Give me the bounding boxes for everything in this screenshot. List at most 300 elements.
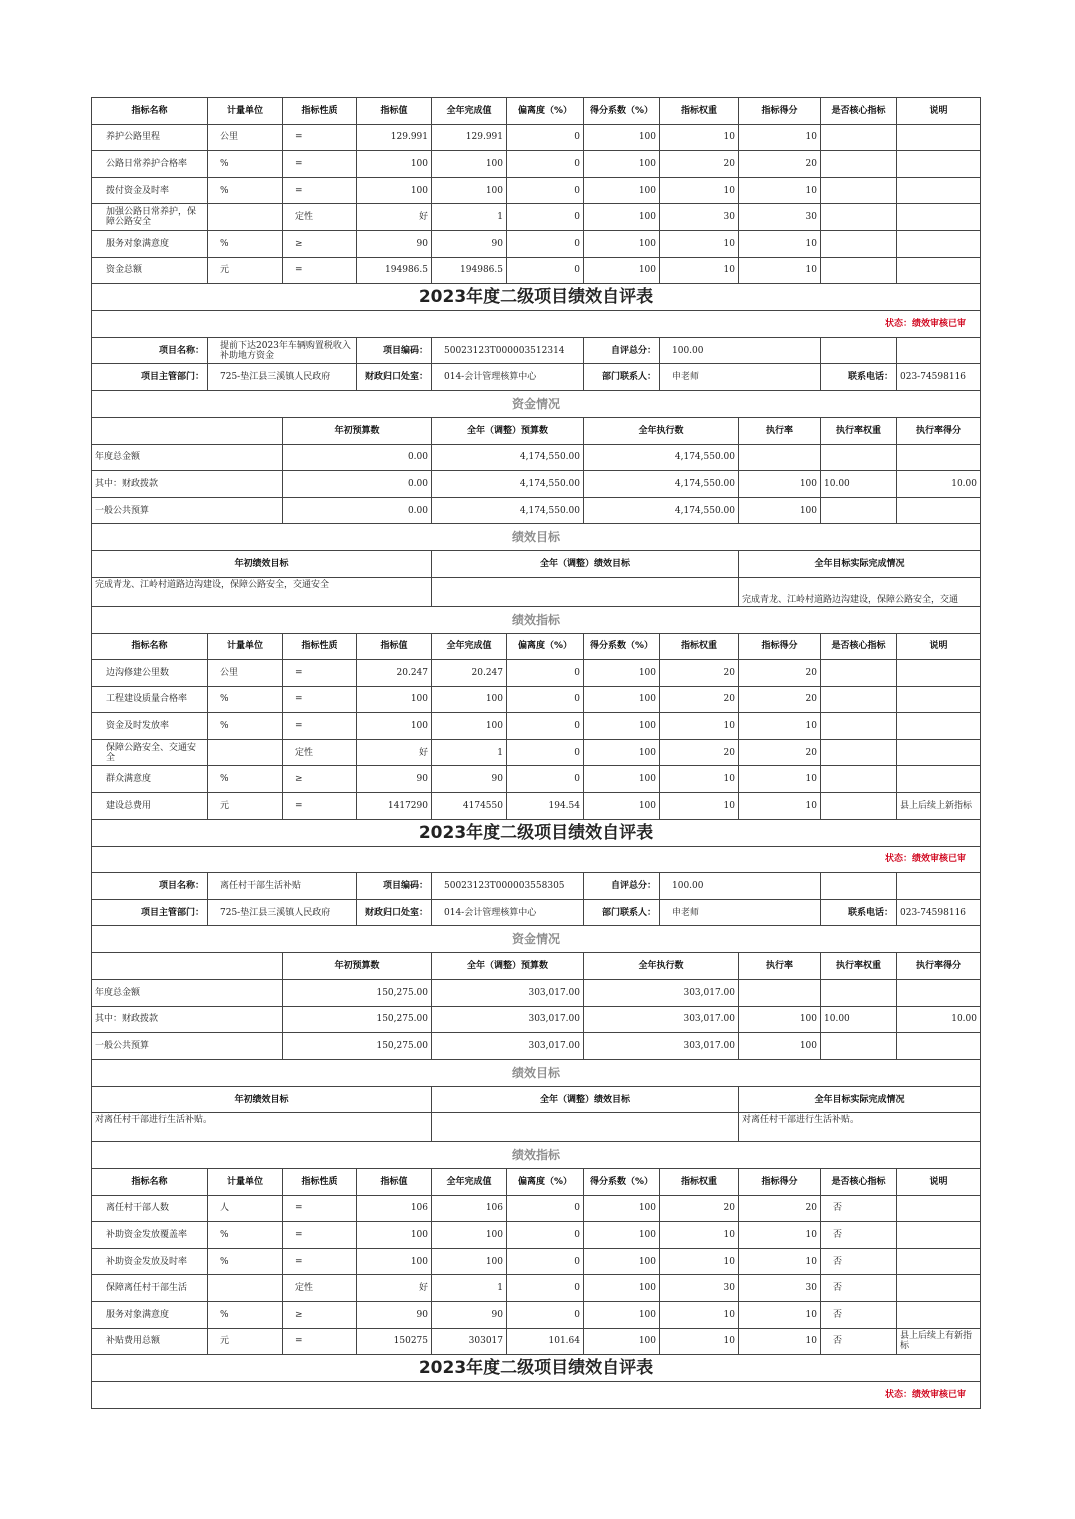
funds-score: [897, 1033, 981, 1060]
indicator-unit: %: [208, 230, 283, 257]
funds-weight: [821, 980, 897, 1007]
indicator-score: 10: [739, 766, 821, 793]
indicator-row: [92, 124, 981, 151]
indicator-unit: 元: [208, 793, 283, 820]
status-text: 状态：绩效审核已审: [92, 1382, 981, 1409]
indicator-note: [897, 739, 981, 766]
phone-label: 联系电话：: [821, 364, 897, 391]
form-title-row: [92, 819, 981, 846]
indicator-target: 90: [357, 230, 432, 257]
funds-initial: 150,275.00: [283, 1006, 432, 1033]
goals-column-header: 全年（调整）绩效目标: [432, 551, 739, 578]
funds-executed: 303,017.00: [584, 1006, 739, 1033]
funds-column-header: 全年执行数: [584, 953, 739, 980]
indicator-target: 1417290: [357, 793, 432, 820]
indicator-coef: 100: [584, 739, 660, 766]
status-row: [92, 846, 981, 873]
indicator-name: 养护公路里程: [92, 124, 208, 151]
indicator-name: 建设总费用: [92, 793, 208, 820]
indicator-actual: 100: [432, 1248, 507, 1275]
funds-column-header: 执行率得分: [897, 417, 981, 444]
indicator-name: 服务对象满意度: [92, 230, 208, 257]
indicator-name: 加强公路日常养护，保障公路安全: [92, 204, 208, 231]
goals-section-title: 绩效目标: [92, 1059, 981, 1086]
indicator-row: [92, 1328, 981, 1355]
indicator-target: 100: [357, 686, 432, 713]
indicator-weight: 10: [660, 1248, 739, 1275]
indicator-name: 保障离任村干部生活: [92, 1275, 208, 1302]
indicator-actual: 100: [432, 686, 507, 713]
indicator-note: [897, 1222, 981, 1249]
indicator-coef: 100: [584, 1222, 660, 1249]
finance-office-value: 014-会计管理核算中心: [432, 899, 584, 926]
indicator-coef: 100: [584, 230, 660, 257]
indicator-actual: 100: [432, 177, 507, 204]
indicator-deviation: 0: [507, 766, 584, 793]
empty-cell: [821, 873, 897, 900]
funds-initial: 150,275.00: [283, 1033, 432, 1060]
indicator-deviation: 0: [507, 1301, 584, 1328]
indicator-coef: 100: [584, 257, 660, 284]
indicator-score: 10: [739, 177, 821, 204]
goals-header-row: [92, 1086, 981, 1113]
funds-column-header: 年初预算数: [283, 417, 432, 444]
indicator-coef: 100: [584, 766, 660, 793]
indicators-section-row: [92, 1142, 981, 1169]
indicator-target: 100: [357, 1222, 432, 1249]
indicator-weight: 10: [660, 1328, 739, 1355]
indicator-nature: ≥: [283, 230, 357, 257]
indicator-coef: 100: [584, 793, 660, 820]
contact-label: 部门联系人：: [584, 364, 660, 391]
indicator-core: [821, 713, 897, 740]
funds-row-label: 其中：财政拨款: [92, 471, 283, 498]
indicator-name: 资金总额: [92, 257, 208, 284]
goals-column-header: 年初绩效目标: [92, 551, 432, 578]
indicator-row: [92, 177, 981, 204]
indicator-target: 194986.5: [357, 257, 432, 284]
self-score-value: 100.00: [660, 337, 821, 364]
indicator-target: 100: [357, 151, 432, 178]
form-title-row: [92, 1355, 981, 1382]
indicator-note: [897, 713, 981, 740]
funds-initial: 0.00: [283, 471, 432, 498]
indicator-column-header: 指标名称: [92, 1169, 208, 1196]
indicator-deviation: 0: [507, 177, 584, 204]
funds-adjusted: 4,174,550.00: [432, 497, 584, 524]
indicator-deviation: 101.64: [507, 1328, 584, 1355]
indicator-target: 90: [357, 1301, 432, 1328]
indicator-column-header: 指标权重: [660, 633, 739, 660]
phone-value: 023-74598116: [897, 364, 981, 391]
funds-rate: 100: [739, 1006, 821, 1033]
indicator-weight: 10: [660, 177, 739, 204]
indicator-column-header: 指标得分: [739, 1169, 821, 1196]
indicator-note: [897, 124, 981, 151]
indicator-core: [821, 686, 897, 713]
indicator-column-header: 指标值: [357, 98, 432, 125]
indicator-column-header: 偏离度（%）: [507, 633, 584, 660]
indicator-column-header: 指标性质: [283, 1169, 357, 1196]
indicator-nature: ≥: [283, 766, 357, 793]
project-info-row: [92, 873, 981, 900]
indicator-core: 否: [821, 1301, 897, 1328]
department-label: 项目主管部门：: [92, 364, 208, 391]
indicator-coef: 100: [584, 1301, 660, 1328]
indicator-column-header: 得分系数（%）: [584, 1169, 660, 1196]
indicator-actual: 303017: [432, 1328, 507, 1355]
indicator-deviation: 0: [507, 230, 584, 257]
indicator-target: 129.991: [357, 124, 432, 151]
funds-section-title: 资金情况: [92, 390, 981, 417]
indicator-nature: =: [283, 177, 357, 204]
indicator-column-header: 指标得分: [739, 633, 821, 660]
indicator-row: [92, 1275, 981, 1302]
indicator-weight: 20: [660, 1195, 739, 1222]
indicator-score: 20: [739, 686, 821, 713]
project-code-value: 50023123T000003558305: [432, 873, 584, 900]
goals-header-row: [92, 551, 981, 578]
indicator-name: 补助资金发放覆盖率: [92, 1222, 208, 1249]
contact-value: 申老师: [660, 364, 821, 391]
goal-adjusted: [432, 1113, 739, 1142]
indicator-column-header: 指标权重: [660, 1169, 739, 1196]
indicator-column-header: 全年完成值: [432, 1169, 507, 1196]
indicator-core: 否: [821, 1195, 897, 1222]
indicator-unit: %: [208, 1222, 283, 1249]
indicator-nature: =: [283, 1222, 357, 1249]
indicator-target: 150275: [357, 1328, 432, 1355]
indicator-column-header: 指标性质: [283, 633, 357, 660]
indicator-score: 10: [739, 1328, 821, 1355]
indicator-row: [92, 1301, 981, 1328]
indicator-header-row: [92, 98, 981, 125]
project-code-value: 50023123T000003512314: [432, 337, 584, 364]
indicator-score: 10: [739, 713, 821, 740]
funds-rate: [739, 444, 821, 471]
finance-office-label: 财政归口处室：: [357, 364, 432, 391]
funds-row-label: 一般公共预算: [92, 497, 283, 524]
indicator-deviation: 0: [507, 151, 584, 178]
indicator-target: 好: [357, 739, 432, 766]
indicator-column-header: 指标名称: [92, 98, 208, 125]
indicator-actual: 106: [432, 1195, 507, 1222]
indicator-actual: 90: [432, 230, 507, 257]
funds-row: [92, 471, 981, 498]
indicator-column-header: 是否核心指标: [821, 633, 897, 660]
indicator-nature: =: [283, 151, 357, 178]
indicator-note: 县上后续上新指标: [897, 793, 981, 820]
status-text: 状态：绩效审核已审: [92, 846, 981, 873]
indicator-note: [897, 1275, 981, 1302]
indicator-coef: 100: [584, 686, 660, 713]
form-title: 2023年度二级项目绩效自评表: [92, 1355, 981, 1382]
indicator-weight: 30: [660, 204, 739, 231]
indicators-section-title: 绩效指标: [92, 1142, 981, 1169]
indicator-core: 否: [821, 1275, 897, 1302]
indicator-unit: [208, 739, 283, 766]
form-title-row: [92, 284, 981, 311]
indicator-core: [821, 230, 897, 257]
funds-row: [92, 980, 981, 1007]
funds-column-header: 执行率: [739, 953, 821, 980]
indicator-deviation: 0: [507, 204, 584, 231]
indicator-weight: 10: [660, 1222, 739, 1249]
indicator-score: 10: [739, 230, 821, 257]
indicator-actual: 1: [432, 739, 507, 766]
indicator-actual: 90: [432, 1301, 507, 1328]
indicator-column-header: 指标权重: [660, 98, 739, 125]
goals-row: [92, 577, 981, 606]
indicator-name: 补贴费用总额: [92, 1328, 208, 1355]
form-title: 2023年度二级项目绩效自评表: [92, 819, 981, 846]
indicator-unit: %: [208, 713, 283, 740]
funds-column-header: 全年执行数: [584, 417, 739, 444]
form-title: 2023年度二级项目绩效自评表: [92, 284, 981, 311]
funds-executed: 4,174,550.00: [584, 444, 739, 471]
funds-column-header: 执行率权重: [821, 953, 897, 980]
funds-weight: 10.00: [821, 1006, 897, 1033]
indicator-deviation: 0: [507, 713, 584, 740]
indicator-coef: 100: [584, 1328, 660, 1355]
finance-office-label: 财政归口处室：: [357, 899, 432, 926]
goal-actual: 完成青龙、江岭村道路边沟建设，保障公路安全，交通: [739, 577, 981, 606]
indicator-row: [92, 793, 981, 820]
indicator-name: 补助资金发放及时率: [92, 1248, 208, 1275]
indicator-unit: [208, 1275, 283, 1302]
indicator-target: 100: [357, 177, 432, 204]
funds-section-row: [92, 926, 981, 953]
evaluation-table: [91, 97, 981, 1409]
indicator-row: [92, 1248, 981, 1275]
indicator-deviation: 0: [507, 660, 584, 687]
indicator-name: 离任村干部人数: [92, 1195, 208, 1222]
indicator-target: 100: [357, 1248, 432, 1275]
indicator-nature: 定性: [283, 1275, 357, 1302]
indicator-actual: 4174550: [432, 793, 507, 820]
indicator-actual: 20.247: [432, 660, 507, 687]
indicator-note: [897, 660, 981, 687]
indicator-target: 106: [357, 1195, 432, 1222]
indicator-weight: 20: [660, 686, 739, 713]
indicator-target: 好: [357, 204, 432, 231]
indicator-deviation: 0: [507, 686, 584, 713]
indicator-target: 20.247: [357, 660, 432, 687]
indicator-score: 20: [739, 660, 821, 687]
funds-column-header: 执行率得分: [897, 953, 981, 980]
indicator-unit: %: [208, 766, 283, 793]
empty-cell: [821, 337, 897, 364]
indicator-unit: 人: [208, 1195, 283, 1222]
indicator-core: [821, 204, 897, 231]
funds-column-header: 全年（调整）预算数: [432, 953, 584, 980]
indicator-nature: =: [283, 257, 357, 284]
indicator-core: [821, 124, 897, 151]
indicator-name: 拨付资金及时率: [92, 177, 208, 204]
indicator-column-header: 全年完成值: [432, 633, 507, 660]
funds-rate: 100: [739, 497, 821, 524]
indicator-name: 资金及时发放率: [92, 713, 208, 740]
funds-initial: 150,275.00: [283, 980, 432, 1007]
funds-executed: 303,017.00: [584, 980, 739, 1007]
funds-score: [897, 444, 981, 471]
indicator-note: [897, 1301, 981, 1328]
department-row: [92, 899, 981, 926]
indicator-weight: 20: [660, 739, 739, 766]
indicator-row: [92, 739, 981, 766]
funds-rate: 100: [739, 1033, 821, 1060]
indicator-nature: =: [283, 713, 357, 740]
indicator-actual: 129.991: [432, 124, 507, 151]
indicator-header-row: [92, 633, 981, 660]
indicator-coef: 100: [584, 1248, 660, 1275]
funds-section-row: [92, 390, 981, 417]
indicator-unit: %: [208, 151, 283, 178]
indicator-deviation: 0: [507, 1195, 584, 1222]
funds-row-label: 其中：财政拨款: [92, 1006, 283, 1033]
indicator-unit: [208, 204, 283, 231]
indicator-score: 10: [739, 1222, 821, 1249]
goals-section-title: 绩效目标: [92, 524, 981, 551]
funds-row: [92, 444, 981, 471]
indicator-nature: =: [283, 686, 357, 713]
funds-adjusted: 4,174,550.00: [432, 471, 584, 498]
indicator-column-header: 计量单位: [208, 633, 283, 660]
indicator-unit: 元: [208, 1328, 283, 1355]
indicator-deviation: 0: [507, 1248, 584, 1275]
goal-actual: 对离任村干部进行生活补贴。: [739, 1113, 981, 1142]
indicator-score: 10: [739, 124, 821, 151]
funds-header-row: [92, 953, 981, 980]
funds-row: [92, 1033, 981, 1060]
indicator-nature: =: [283, 1195, 357, 1222]
funds-initial: 0.00: [283, 497, 432, 524]
project-name-label: 项目名称：: [92, 873, 208, 900]
goals-row: [92, 1113, 981, 1142]
indicator-nature: =: [283, 660, 357, 687]
funds-score: 10.00: [897, 1006, 981, 1033]
indicator-actual: 100: [432, 713, 507, 740]
funds-column-header: 全年（调整）预算数: [432, 417, 584, 444]
project-code-label: 项目编码：: [357, 337, 432, 364]
department-value: 725-垫江县三溪镇人民政府: [208, 899, 357, 926]
indicator-name: 服务对象满意度: [92, 1301, 208, 1328]
indicator-nature: 定性: [283, 204, 357, 231]
indicator-name: 保障公路安全、交通安全: [92, 739, 208, 766]
indicator-coef: 100: [584, 151, 660, 178]
funds-row-label: 一般公共预算: [92, 1033, 283, 1060]
goals-column-header: 年初绩效目标: [92, 1086, 432, 1113]
funds-column-header: 执行率: [739, 417, 821, 444]
indicator-weight: 10: [660, 793, 739, 820]
indicator-actual: 100: [432, 151, 507, 178]
funds-rate: [739, 980, 821, 1007]
funds-row-label: 年度总金额: [92, 444, 283, 471]
indicator-deviation: 0: [507, 1222, 584, 1249]
evaluation-sheet: [91, 97, 980, 1409]
funds-score: 10.00: [897, 471, 981, 498]
project-info-row: [92, 337, 981, 364]
indicator-row: [92, 204, 981, 231]
indicator-actual: 194986.5: [432, 257, 507, 284]
indicator-target: 90: [357, 766, 432, 793]
self-score-label: 自评总分：: [584, 873, 660, 900]
indicator-deviation: 0: [507, 1275, 584, 1302]
goals-section-row: [92, 524, 981, 551]
indicator-column-header: 指标性质: [283, 98, 357, 125]
indicator-note: [897, 204, 981, 231]
funds-weight: 10.00: [821, 471, 897, 498]
funds-row: [92, 497, 981, 524]
indicator-column-header: 是否核心指标: [821, 1169, 897, 1196]
indicator-note: [897, 257, 981, 284]
indicator-coef: 100: [584, 660, 660, 687]
funds-weight: [821, 1033, 897, 1060]
indicator-row: [92, 257, 981, 284]
indicator-column-header: 指标值: [357, 633, 432, 660]
indicator-actual: 90: [432, 766, 507, 793]
indicator-core: 否: [821, 1248, 897, 1275]
indicator-weight: 20: [660, 151, 739, 178]
indicator-column-header: 是否核心指标: [821, 98, 897, 125]
contact-value: 申老师: [660, 899, 821, 926]
funds-header-row: [92, 417, 981, 444]
goal-initial: 完成青龙、江岭村道路边沟建设，保障公路安全，交通安全: [92, 577, 432, 606]
goals-column-header: 全年（调整）绩效目标: [432, 1086, 739, 1113]
indicator-weight: 10: [660, 1301, 739, 1328]
indicator-note: 县上后续上有新指标: [897, 1328, 981, 1355]
indicator-weight: 30: [660, 1275, 739, 1302]
indicator-score: 10: [739, 1301, 821, 1328]
indicator-column-header: 指标得分: [739, 98, 821, 125]
indicator-row: [92, 686, 981, 713]
funds-adjusted: 4,174,550.00: [432, 444, 584, 471]
indicator-nature: =: [283, 1328, 357, 1355]
indicator-column-header: 计量单位: [208, 98, 283, 125]
funds-rate: 100: [739, 471, 821, 498]
indicator-coef: 100: [584, 1195, 660, 1222]
department-row: [92, 364, 981, 391]
phone-value: 023-74598116: [897, 899, 981, 926]
project-name-value: 提前下达2023年车辆购置税收入补助地方资金: [208, 337, 357, 364]
indicator-core: [821, 151, 897, 178]
funds-column-header: 年初预算数: [283, 953, 432, 980]
indicator-deviation: 0: [507, 739, 584, 766]
empty-cell: [92, 953, 283, 980]
funds-executed: 4,174,550.00: [584, 471, 739, 498]
funds-section-title: 资金情况: [92, 926, 981, 953]
indicator-score: 10: [739, 1248, 821, 1275]
indicator-row: [92, 151, 981, 178]
indicator-row: [92, 660, 981, 687]
indicator-coef: 100: [584, 124, 660, 151]
funds-initial: 0.00: [283, 444, 432, 471]
department-label: 项目主管部门：: [92, 899, 208, 926]
funds-row-label: 年度总金额: [92, 980, 283, 1007]
indicators-section-title: 绩效指标: [92, 606, 981, 633]
indicator-unit: 公里: [208, 124, 283, 151]
indicator-weight: 10: [660, 713, 739, 740]
indicator-column-header: 说明: [897, 633, 981, 660]
self-score-value: 100.00: [660, 873, 821, 900]
indicator-core: [821, 660, 897, 687]
project-code-label: 项目编码：: [357, 873, 432, 900]
project-name-value: 离任村干部生活补贴: [208, 873, 357, 900]
indicator-score: 20: [739, 151, 821, 178]
indicator-core: [821, 257, 897, 284]
indicator-row: [92, 1222, 981, 1249]
funds-adjusted: 303,017.00: [432, 1006, 584, 1033]
